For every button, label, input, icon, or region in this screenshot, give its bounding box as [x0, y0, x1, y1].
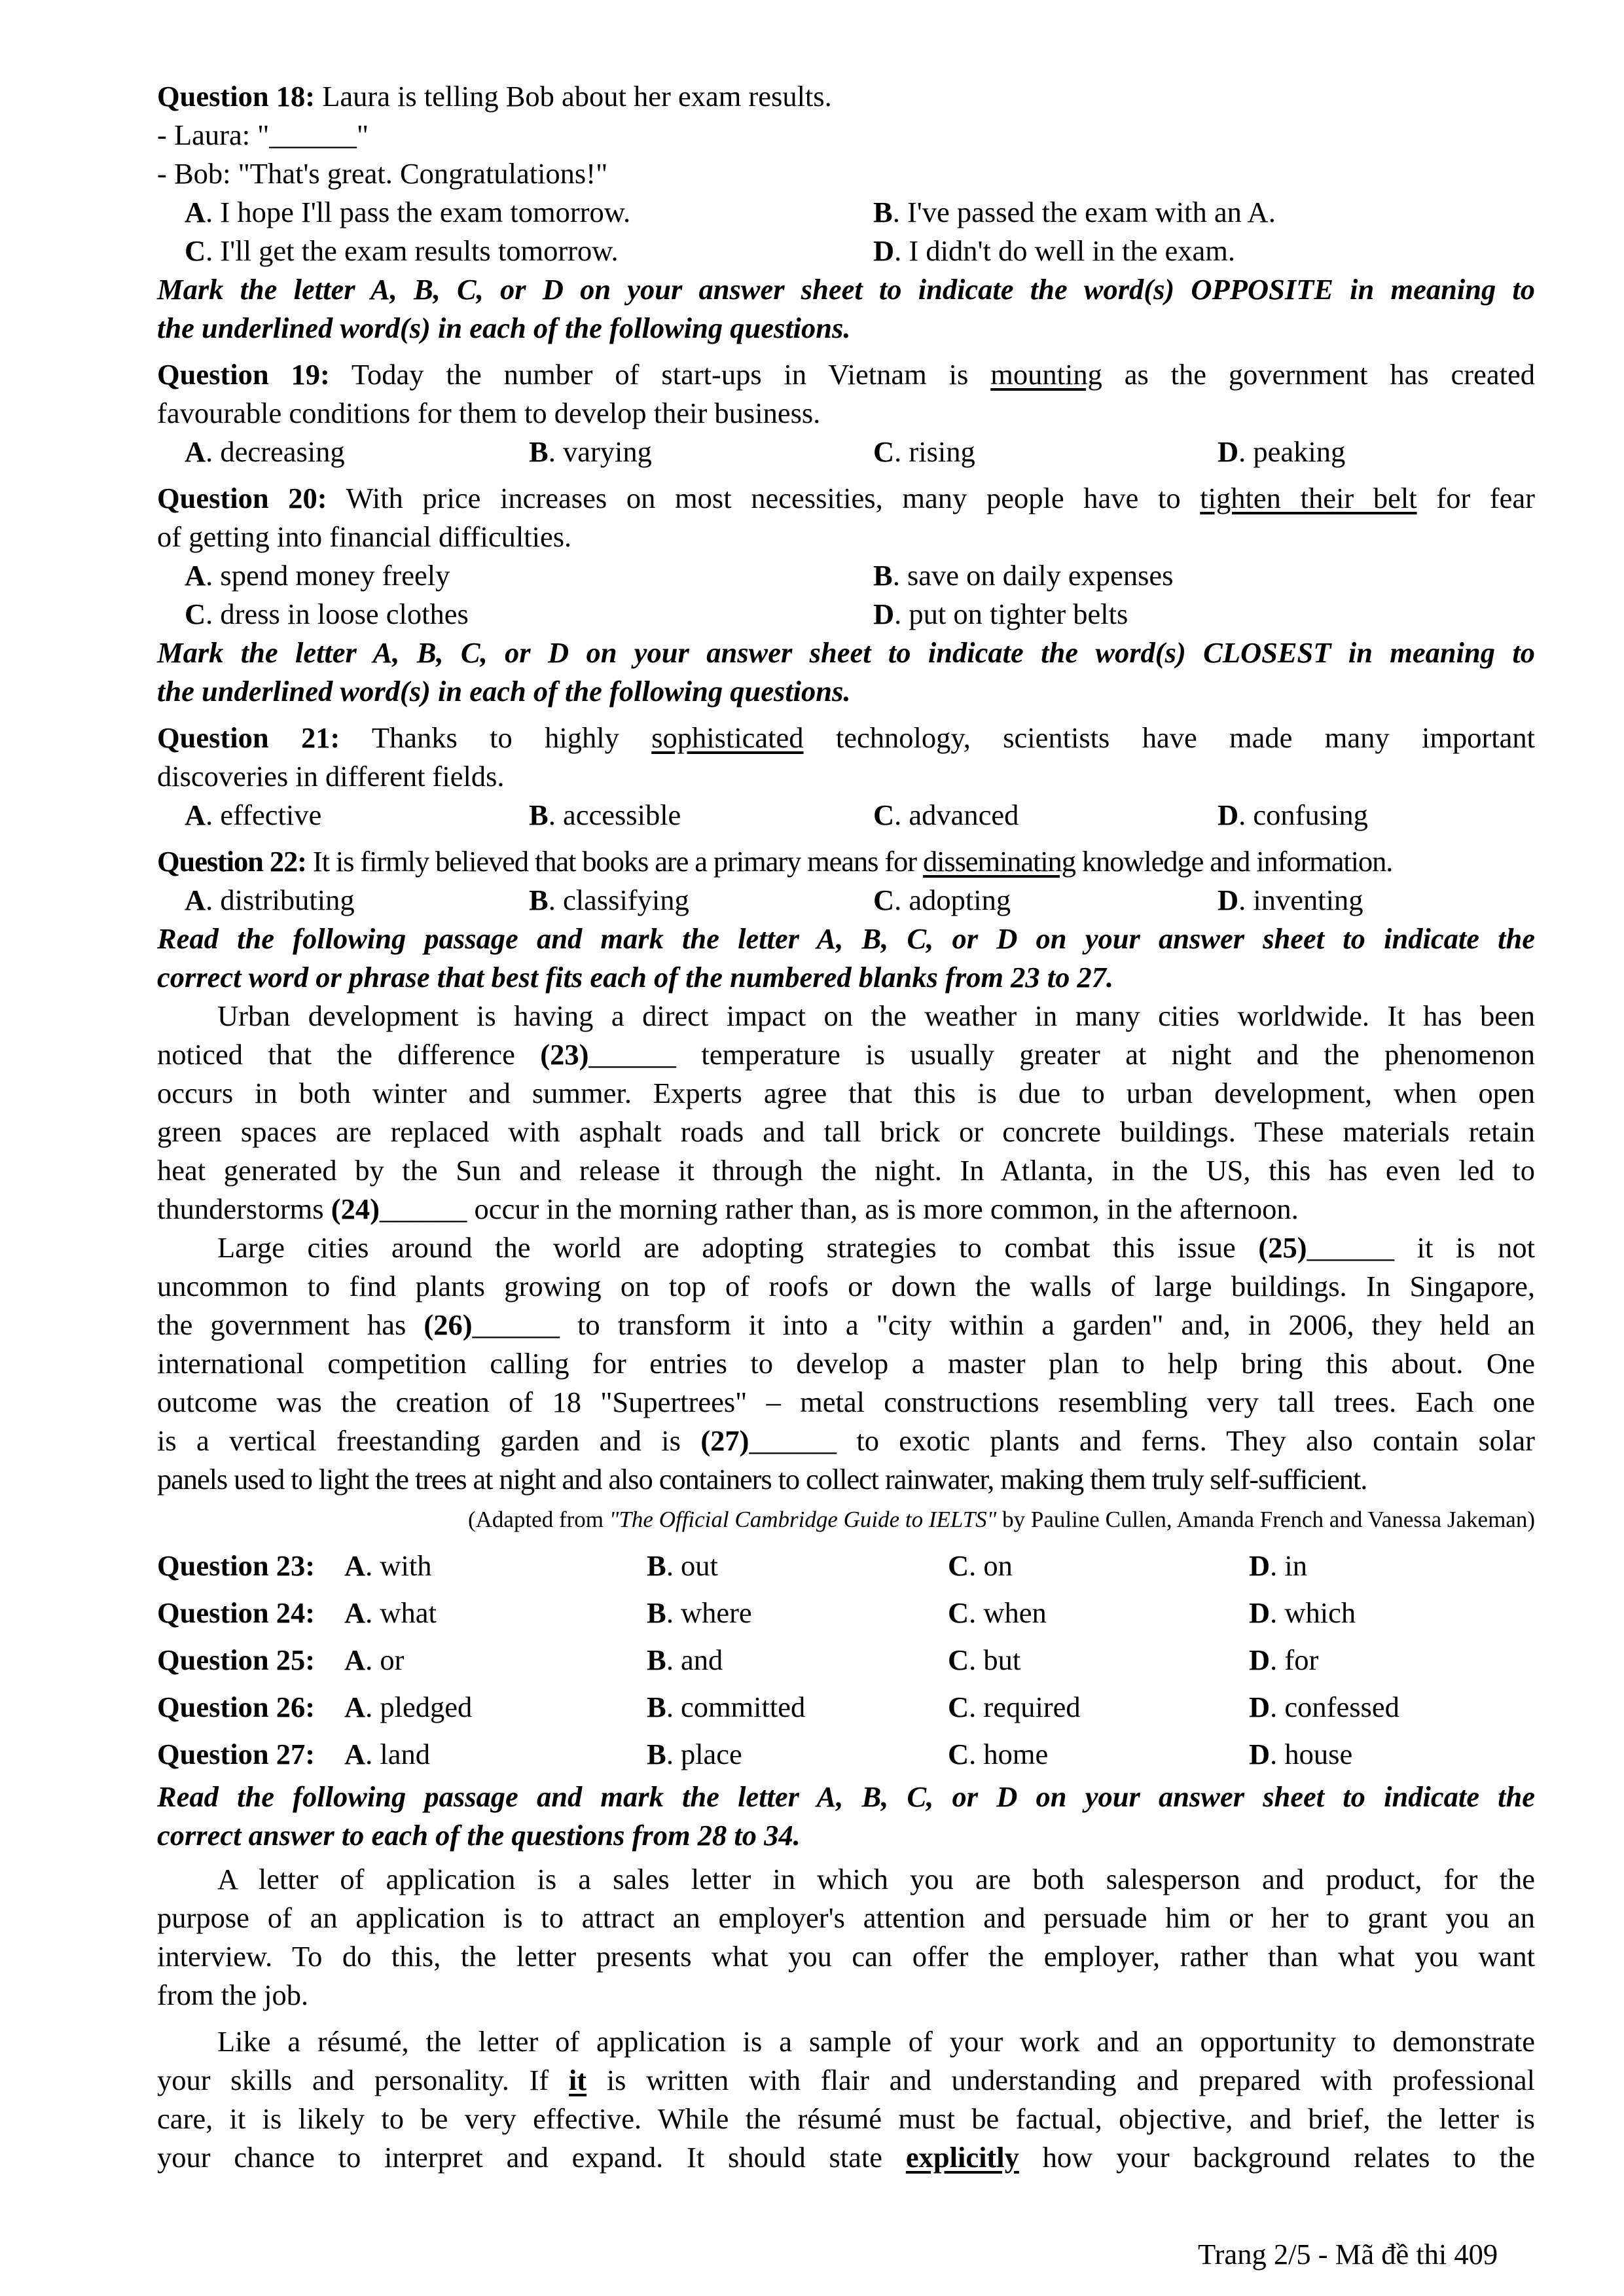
q18-options-row-1 [157, 193, 1535, 232]
q25-option-c[interactable]: C. but [948, 1643, 1021, 1676]
passage-line: outcome was the creation of 18 "Supertrees" – metal constructions resembling very tall trees. Each one [157, 1386, 1535, 1418]
q22-options [157, 881, 1535, 920]
q23-option-a[interactable]: A. with [344, 1549, 432, 1582]
q18-option-b[interactable]: B. I've passed the exam with an A. [873, 196, 1276, 228]
dialogue-line-bob: - Bob: "That's great. Congratulations!" [157, 157, 608, 190]
cloze-questions [157, 1542, 1535, 1778]
passage-line: purpose of an application is to attract an employer's attention and persuade him or her to grant you an [157, 1901, 1535, 1934]
cloze-passage [157, 997, 1535, 1538]
question-21: Question 21: Thanks to highly sophisticated technology, scientists have made many important [157, 721, 1535, 754]
q19-option-b[interactable]: B. varying [529, 435, 652, 468]
q21-option-b[interactable]: B. accessible [529, 798, 681, 831]
q25-option-d[interactable]: D. for [1249, 1643, 1319, 1676]
passage-line: your skills and personality. If it is written with flair and understanding and prepared with professional [157, 2064, 1535, 2096]
q19-option-a[interactable]: A. decreasing [185, 435, 345, 468]
q24-option-c[interactable]: C. when [948, 1596, 1047, 1629]
question-20-line2: of getting into financial difficulties. [157, 520, 572, 553]
passage-line: panels used to light the trees at night and also containers to collect rainwater, making them truly self-sufficient. [157, 1463, 1367, 1496]
question-25: Question 25: A. or B. and C. but D. for [157, 1636, 1535, 1683]
instruction-closest-line2: the underlined word(s) in each of the following questions. [157, 675, 851, 708]
q27-option-a[interactable]: A. land [344, 1737, 431, 1770]
passage-line: Large cities around the world are adopting strategies to combat this issue (25)______ it is not [217, 1231, 1535, 1264]
blank-24: (24) [331, 1193, 380, 1225]
q22-option-c[interactable]: C. adopting [873, 884, 1011, 916]
underlined-phrase: tighten their belt [1200, 482, 1417, 514]
instruction-closest-line1: Mark the letter A, B, C, or D on your answer sheet to indicate the word(s) CLOSEST in meaning to [157, 636, 1535, 669]
passage-line: Like a résumé, the letter of application is a sample of your work and an opportunity to demonstrate [217, 2025, 1535, 2058]
q26-option-d[interactable]: D. confessed [1249, 1690, 1399, 1723]
q26-option-a[interactable]: A. pledged [344, 1690, 473, 1723]
instruction-reading-line1: Read the following passage and mark the letter A, B, C, or D on your answer sheet to indicate the [157, 1780, 1535, 1813]
q22-option-b[interactable]: B. classifying [529, 884, 689, 916]
q22-option-a[interactable]: A. distributing [185, 884, 355, 916]
instruction-cloze-line1: Read the following passage and mark the letter A, B, C, or D on your answer sheet to indicate the [157, 922, 1535, 955]
question-20: Question 20: With price increases on most necessities, many people have to tighten their belt for fear [157, 482, 1535, 514]
q19-option-d[interactable]: D. peaking [1218, 435, 1346, 468]
underlined-word: disseminating [922, 845, 1075, 878]
q21-option-a[interactable]: A. effective [185, 798, 322, 831]
passage-line: uncommon to find plants growing on top of roofs or down the walls of large buildings. In Singapore, [157, 1270, 1535, 1302]
dialogue-line-laura: - Laura: "______" [157, 118, 369, 151]
q24-option-b[interactable]: B. where [647, 1596, 752, 1629]
blank-27: (27) [700, 1424, 749, 1457]
passage-line: thunderstorms (24)______ occur in the morning rather than, as is more common, in the afternoon. [157, 1193, 1299, 1225]
q27-option-d[interactable]: D. house [1249, 1737, 1353, 1770]
exam-page [157, 77, 1535, 2177]
blank-25: (25) [1258, 1231, 1307, 1264]
question-27: Question 27: A. land B. place C. home D. house [157, 1731, 1535, 1778]
passage-line: Urban development is having a direct impact on the weather in many cities worldwide. It has been [217, 999, 1535, 1032]
q20-options-row-1 [157, 556, 1535, 595]
underlined-word: sophisticated [651, 721, 804, 754]
q18-option-d[interactable]: D. I didn't do well in the exam. [873, 234, 1236, 267]
question-19-line2: favourable conditions for them to develop their business. [157, 397, 821, 429]
passage-line: interview. To do this, the letter presents what you can offer the employer, rather than what you want [157, 1940, 1535, 1973]
question-19: Question 19: Today the number of start-ups in Vietnam is mounting as the government has created [157, 358, 1535, 391]
q27-option-c[interactable]: C. home [948, 1737, 1049, 1770]
passage-line: care, it is likely to be very effective. While the résumé must be factual, objective, and brief, the letter is [157, 2102, 1535, 2135]
instruction-opposite-line2: the underlined word(s) in each of the following questions. [157, 312, 851, 344]
highlighted-word-it: it [568, 2064, 587, 2096]
passage-source: (Adapted from "The Official Cambridge Guide to IELTS" by Pauline Cullen, Amanda French and Vanessa Jakeman) [467, 1507, 1535, 1532]
q18-option-c[interactable]: C. I'll get the exam results tomorrow. [185, 234, 619, 267]
blank-26: (26) [424, 1308, 473, 1341]
question-22: Question 22: It is firmly believed that books are a primary means for disseminating knowledge and information. [157, 845, 1393, 878]
q25-option-b[interactable]: B. and [647, 1643, 723, 1676]
instruction-opposite-line1: Mark the letter A, B, C, or D on your answer sheet to indicate the word(s) OPPOSITE in meaning to [157, 273, 1535, 306]
q25-option-a[interactable]: A. or [344, 1643, 405, 1676]
blank-23: (23) [540, 1038, 589, 1071]
q21-options [157, 796, 1535, 834]
instruction-cloze-line2: correct word or phrase that best fits each of the numbered blanks from 23 to 27. [157, 961, 1114, 994]
q22-option-d[interactable]: D. inventing [1218, 884, 1363, 916]
q21-option-d[interactable]: D. confusing [1218, 798, 1368, 831]
q18-options-row-2 [157, 232, 1535, 270]
passage-line: from the job. [157, 1979, 309, 2011]
q19-options [157, 433, 1535, 471]
question-23: Question 23: A. with B. out C. on D. in [157, 1542, 1535, 1589]
q20-option-b[interactable]: B. save on daily expenses [873, 559, 1174, 592]
underlined-word: mounting [990, 358, 1102, 391]
q23-option-c[interactable]: C. on [948, 1549, 1013, 1582]
q20-option-a[interactable]: A. spend money freely [185, 559, 450, 592]
passage-line: the government has (26)______ to transform it into a "city within a garden" and, in 2006, they held an [157, 1308, 1535, 1341]
q20-option-c[interactable]: C. dress in loose clothes [185, 598, 469, 630]
q20-options-row-2 [157, 595, 1535, 634]
instruction-reading-line2: correct answer to each of the questions from 28 to 34. [157, 1819, 801, 1852]
question-18: Question 18: Laura is telling Bob about her exam results. [157, 80, 832, 113]
q24-option-d[interactable]: D. which [1249, 1596, 1356, 1629]
passage-line: noticed that the difference (23)______ temperature is usually greater at night and the phenomenon [157, 1038, 1535, 1071]
passage-line: heat generated by the Sun and release it through the night. In Atlanta, in the US, this has even led to [157, 1154, 1535, 1187]
passage-line: occurs in both winter and summer. Experts agree that this is due to urban development, when open [157, 1077, 1535, 1109]
q26-option-b[interactable]: B. committed [647, 1690, 806, 1723]
q21-option-c[interactable]: C. advanced [873, 798, 1019, 831]
passage-line: your chance to interpret and expand. It should state explicitly how your background relates to the [157, 2141, 1535, 2174]
passage-line: green spaces are replaced with asphalt roads and tall brick or concrete buildings. These materials retain [157, 1115, 1535, 1148]
q24-option-a[interactable]: A. what [344, 1596, 437, 1629]
highlighted-word-explicitly: explicitly [905, 2141, 1019, 2174]
passage-line: international competition calling for entries to develop a master plan to help bring this about. One [157, 1347, 1535, 1380]
q23-option-b[interactable]: B. out [647, 1549, 718, 1582]
passage-line: is a vertical freestanding garden and is (27)______ to exotic plants and ferns. They also contain solar [157, 1424, 1535, 1457]
q18-option-a[interactable]: A. I hope I'll pass the exam tomorrow. [185, 196, 631, 228]
reading-passage [157, 1860, 1535, 2177]
question-24: Question 24: A. what B. where C. when D. which [157, 1589, 1535, 1636]
page-footer: Trang 2/5 - Mã đề thi 409 [1198, 2238, 1498, 2270]
question-21-line2: discoveries in different fields. [157, 760, 505, 793]
passage-line: A letter of application is a sales letter in which you are both salesperson and product, for the [217, 1863, 1535, 1895]
q27-option-b[interactable]: B. place [647, 1737, 742, 1770]
q20-option-d[interactable]: D. put on tighter belts [873, 598, 1128, 630]
q23-option-d[interactable]: D. in [1249, 1549, 1308, 1582]
q19-option-c[interactable]: C. rising [873, 435, 975, 468]
q26-option-c[interactable]: C. required [948, 1690, 1081, 1723]
question-26: Question 26: A. pledged B. committed C. required D. confessed [157, 1683, 1535, 1731]
